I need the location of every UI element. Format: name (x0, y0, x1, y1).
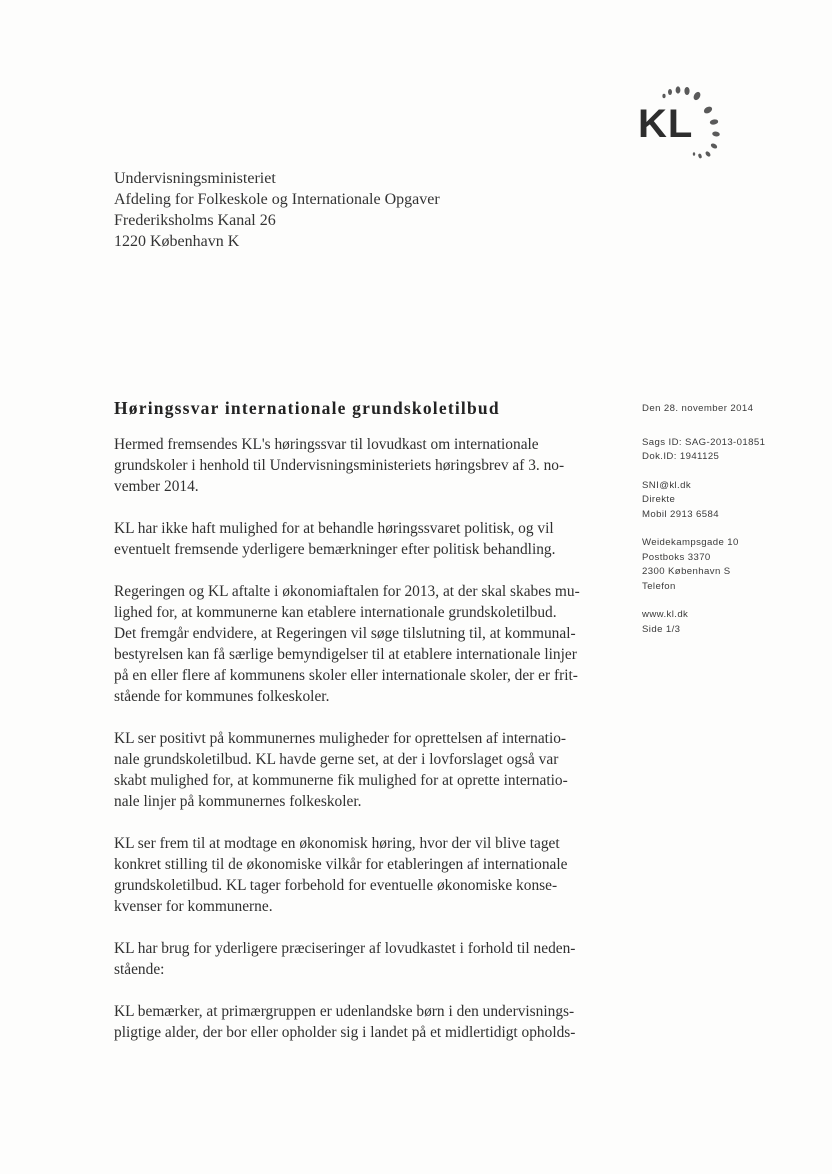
sender-street: Weidekampsgade 10 (642, 537, 739, 548)
recipient-line: Frederiksholms Kanal 26 (114, 212, 276, 229)
contact-block (642, 479, 765, 523)
text-line: KL bemærker, at primærgruppen er udenlandske børn i den undervisnings- (114, 1003, 575, 1020)
sender-city: 2300 København S (642, 566, 731, 577)
text-line: KL ser frem til at modtage en økonomisk høring, hvor der vil blive taget (114, 835, 560, 852)
sender-pobox: Postboks 3370 (642, 551, 711, 563)
text-line: nale grundskoletilbud. KL havde gerne set, at der i lovforslaget også var (114, 751, 559, 768)
text-line: stående: (114, 961, 165, 978)
paragraph (114, 833, 604, 917)
text-line: Regeringen og KL aftalte i økonomiaftalen for 2013, at der skal skabes mu- (114, 583, 580, 600)
paragraph (114, 518, 604, 560)
letter-body (114, 434, 604, 1064)
contact-mobile: Mobil 2913 6584 (642, 508, 719, 520)
paragraph (114, 1001, 604, 1043)
text-line: vember 2014. (114, 478, 199, 495)
contact-direct: Direkte (642, 494, 676, 505)
text-line: lighed for, at kommunerne kan etablere internationale grundskoletilbud. (114, 604, 557, 621)
recipient-line: Afdeling for Folkeskole og Internationale Opgaver (114, 191, 440, 208)
letter-heading: Høringssvar internationale grundskoletilbud (114, 398, 500, 418)
paragraph (114, 434, 604, 497)
reference-block (642, 436, 765, 465)
page-number: Side 1/3 (642, 623, 681, 635)
text-line: Hermed fremsendes KL's høringssvar til lovudkast om internationale (114, 436, 539, 453)
recipient-line: 1220 København K (114, 233, 240, 250)
text-line: Det fremgår endvidere, at Regeringen vil søge tilslutning til, at kommunal- (114, 625, 576, 642)
paragraph (114, 581, 604, 707)
text-line: KL har ikke haft mulighed for at behandle høringssvaret politisk, og vil (114, 520, 554, 537)
doc-id: Dok.ID: 1941125 (642, 451, 720, 462)
date-block (642, 402, 765, 417)
contact-email: SNI@kl.dk (642, 479, 692, 491)
address-block (642, 536, 765, 594)
text-line: grundskoler i henhold til Undervisningsministeriets høringsbrev af 3. no- (114, 457, 565, 474)
text-line: KL har brug for yderligere præciseringer af lovudkastet i forhold til neden- (114, 940, 576, 957)
text-line: stående for kommunes folkeskoler. (114, 688, 330, 705)
recipient-address (114, 168, 440, 252)
text-line: konkret stilling til de økonomiske vilkår for etableringen af internationale (114, 856, 568, 873)
text-line: bestyrelsen kan få særlige bemyndigelser til at etablere internationale linjer (114, 646, 577, 663)
text-line: grundskoletilbud. KL tager forbehold for eventuelle økonomiske konse- (114, 877, 558, 894)
sender-phone: Telefon (642, 580, 676, 592)
text-line: kvenser for kommunerne. (114, 898, 273, 915)
logo-text: KL (638, 102, 694, 146)
text-line: skabt mulighed for, at kommunerne fik mulighed for at oprette internatio- (114, 772, 568, 789)
recipient-line: Undervisningsministeriet (114, 170, 276, 187)
text-line: eventuelt fremsende yderligere bemærkninger efter politisk behandling. (114, 541, 556, 558)
paragraph (114, 728, 604, 812)
kl-logo (634, 82, 734, 172)
text-line: på en eller flere af kommunens skoler eller internationale skoler, der er frit- (114, 667, 578, 684)
case-id: Sags ID: SAG-2013-01851 (642, 436, 766, 448)
text-line: pligtige alder, der bor eller opholder sig i landet på et midlertidigt opholds- (114, 1024, 576, 1041)
sender-sidebar (642, 402, 765, 651)
web-block (642, 608, 765, 637)
website: www.kl.dk (642, 609, 689, 620)
letter-date: Den 28. november 2014 (642, 403, 754, 414)
text-line: KL ser positivt på kommunernes muligheder for oprettelsen af internatio- (114, 730, 567, 747)
paragraph (114, 938, 604, 980)
text-line: nale linjer på kommunernes folkeskoler. (114, 793, 362, 810)
